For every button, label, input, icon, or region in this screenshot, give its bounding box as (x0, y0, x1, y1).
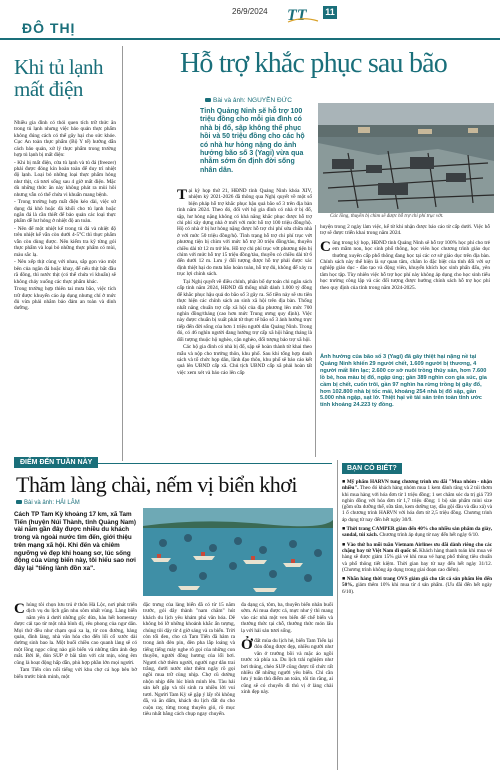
left-para: Nhiều gia đình có thói quen tích trữ thức ăn trong tủ lạnh nhưng việc bảo quản thực phẩm không đúng cách có thể gây hại cho sức khỏe. Cục An toàn thực phẩm (Bộ Y tế) hướng dẫn cách bảo quản, xử lý thực phẩm trong trường hợp tủ lạnh bị mất điện: (14, 120, 116, 159)
main-body-col1 (177, 188, 312, 377)
sidebar-item-text: Chương trình áp dụng từ nay đến hết ngày 6/10. (379, 532, 480, 539)
sidebar-item: ■ Nhãn hàng thời trang OVS giảm giá cho tất cả sản phẩm lên đến 50%, giảm thêm 10% khi mua từ 4 sản phẩm. (Ưu đãi đến hết ngày 6/10). (342, 576, 492, 595)
bottom-body-col3 (241, 602, 333, 697)
bottom-kicker: ĐIỂM ĐẾN TUẦN NÀY (14, 457, 98, 468)
left-column-title: Khi tủ lạnh mất điện (14, 55, 103, 101)
masthead-logo (285, 4, 320, 24)
main-para: Các hộ gia đình có nhà bị đổ, sập sẽ hoàn thành từ khai theo mẫu và nộp cho trưởng thôn, khu phố. Sau khi tổng hợp danh sách và tổ chức họp dân, lãnh đạo thôn, khu phố sẽ báo cáo kết quả lên UBND cấp xã. Chủ tịch UBND cấp xã phải hoàn tất việc xem xét và báo cáo lên cấp (177, 344, 312, 376)
main-para: Tại kỳ họp thứ 21, HĐND tỉnh Quảng Ninh khóa XIV, nhiệm kỳ 2021-2026 đã thông qua Nghị quyết về một số biện pháp hỗ trợ khắc phục hậu quả bão số 3 trên địa bàn tỉnh năm 2024. Theo đó, đối với hộ gia đình có nhà ở bị đổ, sập, hư hỏng nặng không có khả năng khắc phục được hỗ trợ chi phí xây dựng nhà ở mới với mức hỗ trợ 100 triệu đồng/hộ. Hộ có nhà ở bị hư hỏng nặng được hỗ trợ chi phí sửa chữa nhà ở với mức 50 triệu đồng/hộ. Tình trạng hỗ trợ chi phí trục vớt phương tiện bị chìm với mức hỗ trợ 30 triệu đồng/tàu, thuyền chiều dài từ 12 m trở lên. Hỗ trợ chi phí trục vớt phương tiện bị chìm với mức hỗ trợ 15 triệu đồng/tàu, thuyền có chiều dài từ 6 đến dưới 12 m. Lưu ý đối tượng được hỗ trợ phải được xác định thiệt hại do mưa bão hoàn toàn, hỗ trợ đủ, không để xảy ra trục lợi chính sách. (177, 187, 312, 278)
bottom-byline (16, 500, 80, 506)
issue-date: 26/9/2024 (232, 7, 268, 16)
bottom-lead: Cách TP Tam Kỳ khoảng 17 km, xã Tam Tiến (huyện Núi Thành, tỉnh Quảng Nam) vài năm gần đây được nhiều du khách trong và ngoài nước tìm đến, giới thiệu trên mạng xã hội. Khi đến và chiêm ngưỡng vẻ đẹp khi hoang sơ, lúc sống động của vùng biển này, tôi hiểu sao nơi đây lại "tiếng lành đồn xa". (14, 511, 136, 572)
bottom-body-col2 (143, 602, 235, 719)
fishing-boats-photo (143, 508, 333, 596)
main-story-lead: Tỉnh Quảng Ninh sẽ hỗ trợ 100 triệu đồng cho mỗi gia đình có nhà bị đổ, sập không thể phục hồi và 50 triệu đồng cho các hộ có nhà hư hỏng nặng do ảnh hưởng bão số 3 (Yagi) vừa qua nhằm sớm ổn định đời sống nhân dân. (200, 108, 305, 174)
sidebar-item-text: giảm thêm 10% khi mua từ 4 sản phẩm. (Ưu đãi đến hết ngày 6/10). (342, 582, 492, 595)
byline-text: Bài và ảnh: NGUYỄN ĐỨC (213, 97, 292, 104)
page-number: 11 (323, 6, 337, 19)
page-header (0, 0, 500, 46)
sidebar (342, 457, 492, 598)
left-column (14, 48, 116, 313)
sidebar-item-text: Theo đó khách hàng nhóm mua 1 kem đánh răng và 2 túi thơm khi mua hàng với hóa đơn từ 1 triệu đồng; 1 set chăm sóc da trị giá 739 nghìn đồng với hóa đơn từ 1,7 triệu đồng; 1 bộ sản phẩm mini size (gồm sữa dưỡng thể, sữa tắm, kem dưỡng tay, dầu gội đầu và dầu xả) và 1 ổ chương trình HARVN với hóa đơn từ 2,5 triệu đồng. Chương trình áp dụng từ nay đến hết ngày 30/9. (342, 485, 493, 523)
left-para: - Nên để một nhiệt kế trong tủ đá và nhiệt độ trên nhiệt kế vẫn còn dưới 4-5°C thì thực phẩm vẫn còn dùng được. Nên kiểm tra kỹ từng gói thực phẩm và loại bỏ những thực phẩm có mùi, màu sắc lạ. (14, 226, 116, 258)
sidebar-item-text: Khách hàng thanh toán khi mua vé hàng sẽ được giảm 15% giá vé khi mua vé hạng phổ thông tiêu chuẩn và phổ thông tiết kiệm. Thời gian bay từ nay đến hết ngày 31/12. (Chương trình không áp dụng trong giai đoạn cao điểm). (342, 547, 492, 573)
left-column-body (14, 120, 116, 312)
bottom-para: đa dạng cá, tôm, ba, thuyền biển nhân buổi sớm. Ai mua được cá, mực như ý thì mang vào các nhà một ven biển để chế biến và thưởng thức tại chỗ, thưởng thức món lẩu lạ với hải sản tươi sống. (241, 602, 333, 634)
main-para: huyện trong 2 ngày làm việc, kể từ khi nhận được báo cáo từ cấp dưới. Việc hỗ trợ sẽ được triển khai trong năm 2024. (320, 224, 490, 237)
left-para: - Nên xếp thịt cùng với nhau, sắp gọn vào một bên của ngăn đá hoặc khay, để nếu thịt bắt đầu rã đông, thì nước thịt (có thể chứa vi khuẩn) sẽ không chảy xuống các thực phẩm khác. (14, 259, 116, 285)
sidebar-item: ■ Thời trang CAMPER giảm đến 40% cho nhiều sản phẩm da giày, sandal, túi xách. Chương trình áp dụng từ nay đến hết ngày 6/10. (342, 526, 492, 539)
left-para: - Khi bị mất điện, cửa tủ lạnh và tủ đá (freezer) phải được đóng kín hoàn toàn để duy trì nhiệt độ lạnh. Loại bỏ những loại thực phẩm hỏng như thịt, cá tươi sống sau 4 giờ mất điện. Mặc dù những thức ăn này không phát ra mùi hôi nhưng vẫn có thể chứa vi khuẩn mang bệnh. (14, 159, 116, 198)
flood-photo (318, 103, 494, 213)
bottom-para: Ởđất mùa du lịch hè, biển Tam Tiến lại đón đông được đẹp, nhiều người như vãn ở trường bồi và mặc áo ngồi trước xà phía xa. Du lịch trải nghiệm như bơi thúng, chèo SUP cũng được tổ chức rất nhiều để những người yêu biển. Chỉ cần lưu ý tuân thủ điểm an toàn, tôi tin rằng, ai cũng sẽ có chuyến đi thú vị ở làng chài xinh đẹp này. (241, 637, 333, 696)
main-para: Cũng trong kỳ họp, HĐND tỉnh Quảng Ninh sẽ hỗ trợ 100% học phí cho trẻ em mầm non, học sinh phổ thông, học viên học chương trình giáo dục thường xuyên cấp phổ thông đang học tại các cơ sở giáo dục trên địa bàn. Chính sách này thể hiện là sự quan tâm, chăm lo đặc biệt của tỉnh đối với sự nghiệp giáo dục - đào tạo và động viên, khuyến khích học sinh phấn đấu, yên tâm học tập. Tùy nhiên việc hỗ trợ học phí này không áp dụng cho học sinh tiểu học trường công lập và các đối tượng được hưởng chính sách hỗ trợ học phí theo quy định của tỉnh trong năm 2024-2025. (320, 238, 490, 291)
camera-icon (205, 98, 211, 102)
damage-callout: Ảnh hưởng của bão số 3 (Yagi) đã gây thiệt hại nặng nề tại Quảng Ninh khiến 29 người chết, 1.609 người bị thương, 4 người mất liên lạc; 2.600 cơ sở nuôi trồng thủy sản, hơn 7.600 lồ bè, hoa màu bị đổ, ngập úng; gần 389 nghìn con gia súc, gia cầm bị chết, cuốn trôi, gần 97 nghìn ha rừng trồng bị gãy đổ, hơn 102.800 nhà bị tốc mái, khoảng 254 nhà bị đổ sập, gần 5.000 nhà ngập, sạt lở. Thiệt hại về tài sản trên toàn tỉnh ước tính khoảng 24.223 tỷ đồng. (320, 354, 487, 409)
sidebar-item-headline: Mỹ phẩm HARVN tung chương trình ưu đãi "Mua nhóm - nhận nhiều". (342, 479, 492, 492)
bottom-para: Tam Tiến còn nổi tiếng với khu chợ cá họp bên bờ biển trước bình minh, một (14, 667, 137, 680)
camera-icon (16, 500, 22, 504)
photo-caption: Các lồng, thuyền bị chìm sẽ được hỗ trợ chi phí trục vớt. (330, 214, 444, 219)
main-story-title: Hỗ trợ khắc phục sau bão (180, 48, 447, 79)
sidebar-heading: BẠN CÓ BIẾT? (342, 463, 402, 474)
left-para: Trong trường hợp thiên tai mưa bão, việc tích trữ được khuyến cáo áp dụng nhưng chỉ ở mức đủ vừa phải nhằm bảo đảm an toàn và dinh dưỡng. (14, 286, 116, 312)
sidebar-item-headline: Thời trang CAMPER giảm đến 40% cho nhiều sản phẩm da giày, sandal, túi xách. (342, 526, 492, 539)
sidebar-item-headline: Vào thứ ba mỗi tuần Vietnam Airlines ưu đãi dành riêng cho các chặng bay từ Việt Nam đi quốc tế. (342, 541, 493, 554)
bottom-story-title: Thăm làng chài, nếm vị biển khơi (16, 472, 297, 497)
main-story-byline (205, 97, 292, 104)
bottom-para: đặc trưng của làng biển đã có từ 15 năm trước, gói dây thành "nam chăm" hút khách du lịch yêu khám phá văn hóa. Dê không bỏ lỡ những khoảnh khắc ấn tượng, chúng tôi dậy từ 4 giờ sáng và ra biển. Trời còn tối đen, cho cả Tam Tiến đã hâm ra trong ánh đèn pin, đèn pha lắp loáng và tiếng tiếng máy nghe rõ gọi của những con thuyền, người đồng hương của lối bơi. Ngươi chờ thêm người, người ngư dân trai trắng, dưới nước như thêm ngây rõ gọi ngồi mua trữ cùng nhịp. Chợ cũ dường nhộn nhịp đến lúc bình minh lên. Tàu hải sản kết gặp và tôi sinh ra nhiều lời vui tươi. Người Tam Kỳ sẽ gặp ý lấy rồi không đã, và ăn dấm, khách du lịch đất du cho cuộn ray, từng trong thuyền giỏ, rõ mục tiêu nhất bằng cách chụp ngay chuyến. (143, 602, 235, 717)
section-title: ĐÔ THỊ (22, 20, 76, 36)
main-body-col2 (320, 224, 490, 292)
bottom-body-col1 (14, 602, 137, 681)
left-para: - Trong trường hợp mất điện kéo dài, việc sử dụng đá khô hoặc đá khối cho tủ lạnh hoặc ngăn đá là cần thiết để bảo quản các loại thực phẩm dễ hư hỏng ở nhiệt độ an toàn. (14, 199, 116, 225)
sidebar-item-headline: Nhãn hàng thời trang OVS giảm giá cho tất cả sản phẩm lên đến 50%, (342, 576, 492, 589)
sidebar-item: ■ Mỹ phẩm HARVN tung chương trình ưu đãi "Mua nhóm - nhận nhiều". Theo đó khách hàng nhóm mua 1 kem đánh răng và 2 túi thơm khi mua hàng với hóa đơn từ 1 triệu đồng; 1 set chăm sóc da trị giá 739 nghìn đồng với hóa đơn từ 1,7 triệu đồng; 1 bộ sản phẩm mini size (gồm sữa dưỡng thể, sữa tắm, kem dưỡng tay, dầu gội đầu và dầu xả) và 1 ổ chương trình HARVN với hóa đơn từ 2,5 triệu đồng. Chương trình áp dụng từ nay đến hết ngày 30/9. (342, 479, 493, 523)
byline-text: Bài và ảnh: HẢI LÂM (24, 500, 80, 506)
main-para: Tại Nghị quyết về điều chỉnh, phân bổ dự toán chi ngân sách cấp tỉnh năm 2024, HĐND đã thống nhất dành 1.000 tỷ đồng để khắc phục hậu quả do bão số 3 gây ra. Số tiền này sẽ ưu tiên thực hiện các chính sách an sinh xã hội trên địa bàn. Thống nhất nâng chuẩn trợ cấp xã hội của địa phương lên mức 700 nghìn đồng/tháng (cao hơn mức Trung ương quy định). Việc này được chuẩn bị xuất phát từ thực tế bão số 3 ảnh hưởng trực tiếp đến đời sống của hơn 1 triệu người dân Quảng Ninh. Trong đó, có 46 nghìn người đang hưởng trợ cấp xã hội hằng tháng là đối tượng thuộc hộ nghèo, cận nghèo, đối tượng bảo trợ xã hội. (177, 278, 313, 343)
svg-text:TT: TT (287, 7, 307, 24)
sidebar-item: ■ Vào thứ ba mỗi tuần Vietnam Airlines ưu đãi dành riêng cho các chặng bay từ Việt Nam đi quốc tế. Khách hàng thanh toán khi mua vé hàng sẽ được giảm 15% giá vé khi mua vé hạng phổ thông tiêu chuẩn và phổ thông tiết kiệm. Thời gian bay từ nay đến hết ngày 31/12. (Chương trình không áp dụng trong giai đoạn cao điểm). (342, 541, 493, 573)
bottom-para: Chúng tôi chọn lưu trú ở thôn Hà Lộc, nơi phát triển dịch vụ du lịch gắn nhu sôm nhất vùng. Làng biển nằm yên ả dưới những gốc dừa, hàu hết homestay được cải tạo từ một nhà bình dị, rêu phong của ngư dân. Mọi thứ đều như chạm quá xa lạ, từ con đường, hàng quán, đình làng, nhà văn hóa cho đến lối cổ xước dài dường sinh bao la. Một buổi chiều cao quanh làng sẽ có một lồng ngọc công nào giò biển và những tấm ảnh đẹp mắt. Bởi lẽ, đón SUP ở bãi tắm với cát mịn, sóng êm cũng là hoạt động hấp dẫn, phù hợp phần lớn mọi người. (14, 601, 137, 666)
